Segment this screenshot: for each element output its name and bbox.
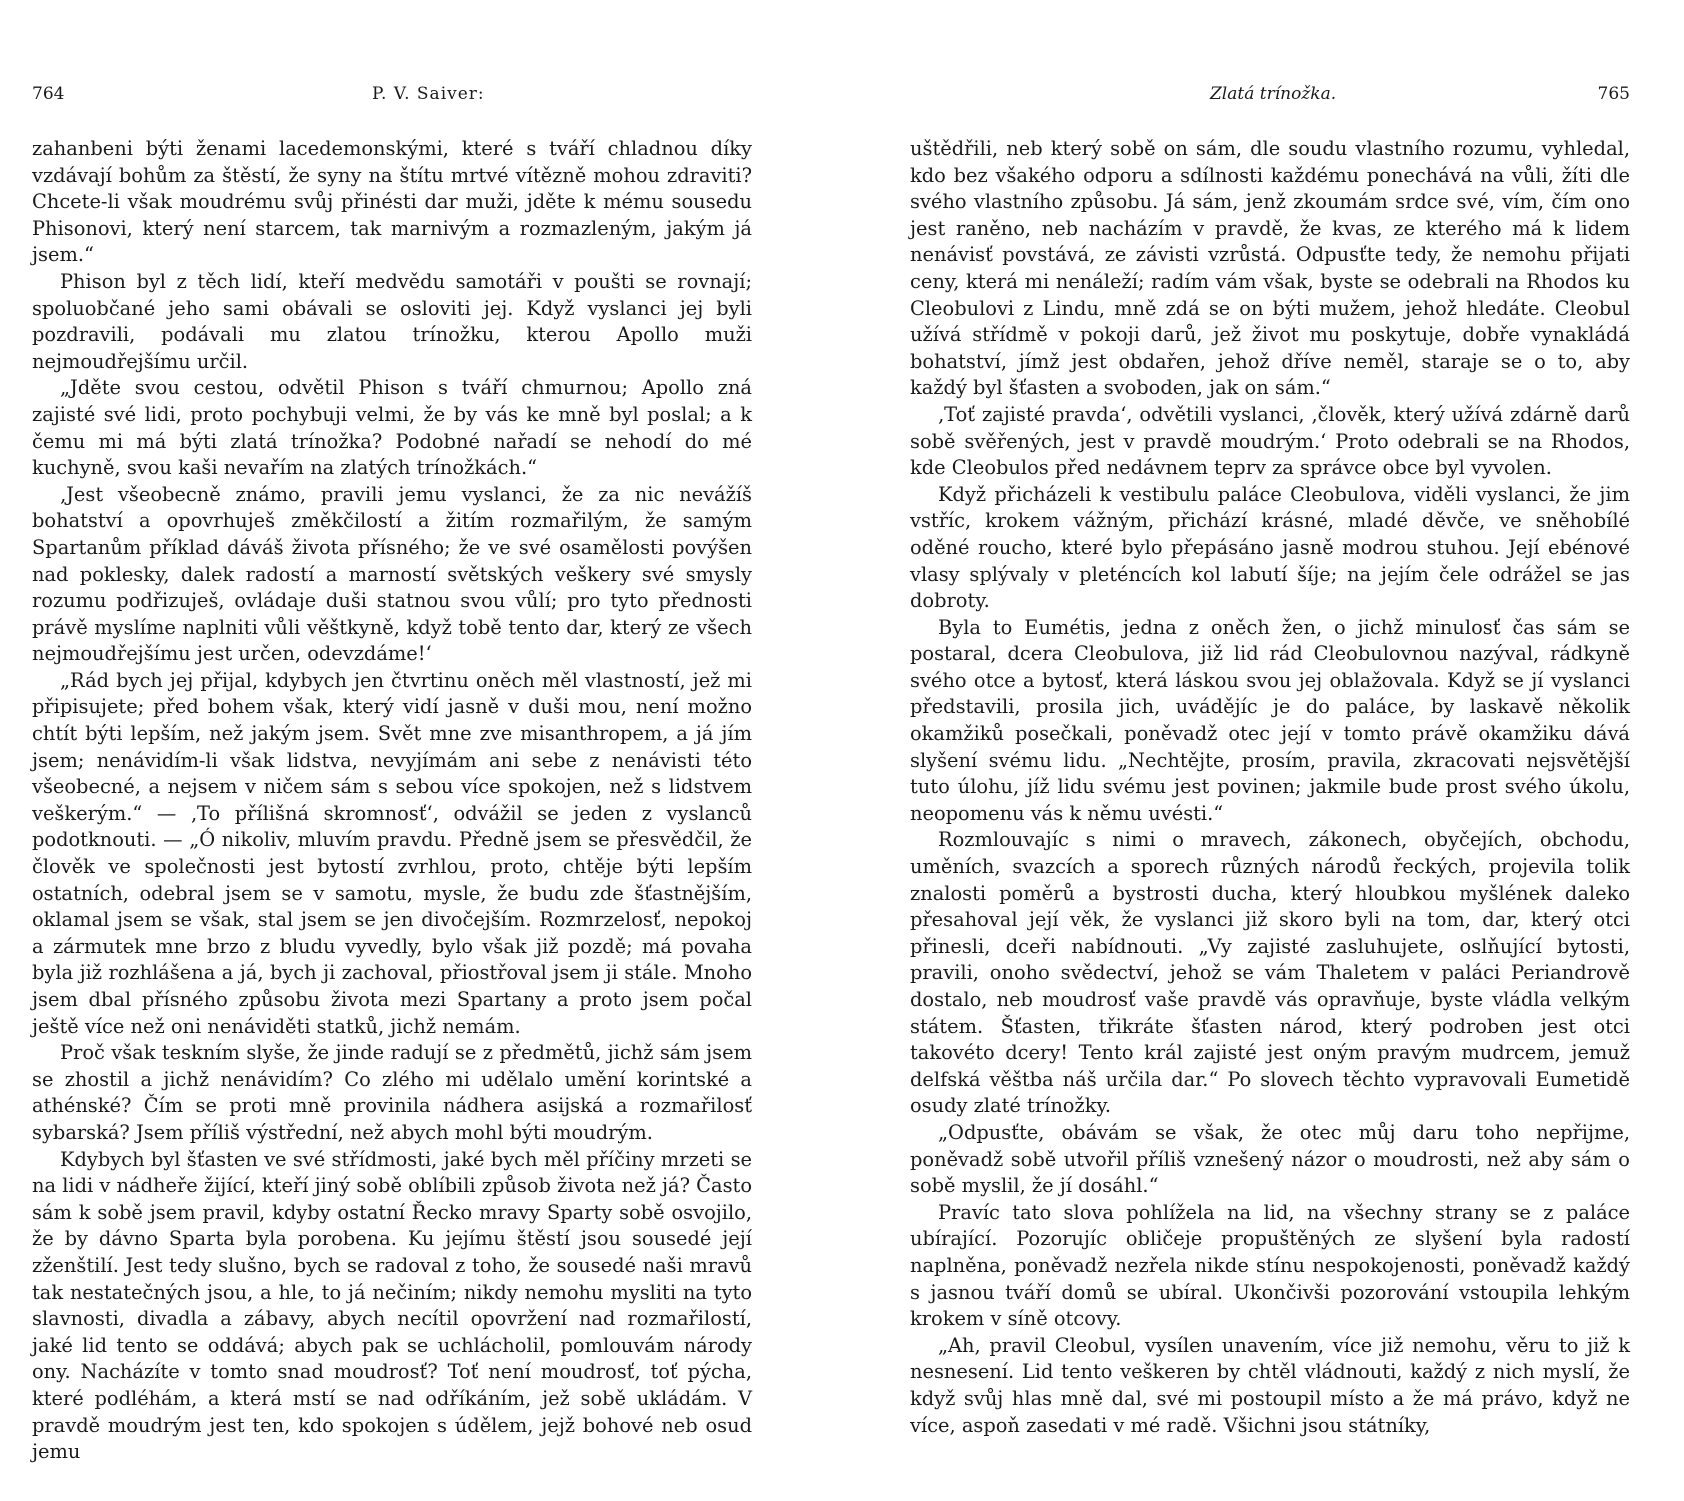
right-page: [910, 0, 1630, 1501]
left-page-text: [32, 136, 752, 1466]
left-page-header: [32, 84, 752, 114]
right-page-header: [910, 84, 1630, 114]
paragraph: ‚Toť zajisté pravda‘, odvětili vyslanci, ‚člověk, který užívá zdárně darů sobě svěřených, jest v pravdě moudrým.‘ Proto odebrali se na Rhodos, kde Cleobulos před nedávnem teprv za správce obce byl vyvolen.: [910, 402, 1630, 480]
page-number: 764: [32, 84, 65, 104]
paragraph: ‚Jest všeobecně známo, pravili jemu vyslanci, že za nic nevážíš bohatství a opovrhuješ změkčilostí a žitím rozmařilým, že samým Spartanům příklad dáváš života přísného; že ve své osamělosti povýšen nad poklesky, dalek radostí a marností světských veškery své smysly rozumu podřizuješ, ovládaje duši statnou svou vůlí; pro tyto přednosti právě myslíme naplniti vůli věštkyně, když tobě tento dar, který ze všech nejmoudřejšímu jest určen, odevzdáme!‘: [32, 482, 752, 666]
paragraph: uštědřili, neb který sobě on sám, dle soudu vlastního rozumu, vyhledal, kdo bez všakého odporu a sdílnosti každému ponechává na vůli, žíti dle svého vlastního způsobu. Já sám, jenž zkoumám srdce své, vím, čím ono jest raněno, neb nacházím v pravdě, že kvas, ze kterého má k lidem nenávisť povstává, ze závisti vzrůstá. Odpusťte tedy, že nemohu přijati ceny, která mi nenáleží; radím vám však, byste se odebrali na Rhodos ku Cleobulovi z Lindu, mně zdá se on býti mužem, jehož hledáte. Cleobul užívá střídmě v pokoji darů, jež život mu poskytuje, dobře vynakládá bohatství, jímž jest obdařen, jehož dříve neměl, staraje se o to, aby každý byl šťasten a svoboden, jak on sám.“: [910, 137, 1630, 400]
paragraph: Když přicházeli k vestibulu paláce Cleobulova, viděli vyslanci, že jim vstříc, krokem vážným, přichází krásné, mladé děvče, ve sněhobílé oděné roucho, které bylo přepásáno jasně modrou stuhou. Její ebénové vlasy splývaly v pleténcích kol labutí šíje; na jejím čele odrážel se jas dobroty.: [910, 482, 1630, 613]
paragraph: „Ah, pravil Cleobul, vysílen unavením, více již nemohu, věru to již k nesnesení. Lid tento veškeren by chtěl vládnouti, každý z nich myslí, že když svůj hlas mně dal, své mi postoupil místo a že má právo, když ne více, aspoň zasedati v mé radě. Všichni jsou státníky,: [910, 1333, 1630, 1437]
page-number: 765: [1597, 84, 1630, 104]
running-head: P. V. Saiver:: [372, 84, 485, 104]
paragraph: Phison byl z těch lidí, kteří medvědu samotáři v poušti se rovnají; spoluobčané jeho sami obávali se osloviti jej. Když vyslanci jej byli pozdravili, podávali mu zlatou trínožku, kterou Apollo muži nejmoudřejšímu určil.: [32, 269, 752, 373]
paragraph: Byla to Eumétis, jedna z oněch žen, o jichž minulosť čas sám se postaral, dcera Cleobulova, již lid rád Cleobulovnou nazýval, rádkyně svého otce a bytosť, která láskou svou jej oblažovala. Když se jí vyslanci představili, prosila jich, uvádějíc je do paláce, by laskavě několik okamžiků posečkali, poněvadž otec její v tomto právě okamžiku dává slyšení svému lidu. „Nechtějte, prosím, pravila, zkracovati nejsvětější tuto úlohu, jíž lidu svému jest povinen; jakmile bude prost svého úkolu, neopomenu vás k němu uvésti.“: [910, 615, 1630, 825]
right-page-text: [910, 136, 1630, 1439]
paragraph: zahanbeni býti ženami lacedemonskými, které s tváří chladnou díky vzdávají bohům za štěstí, že syny na štítu mrtvé vítězně mohou zdraviti? Chcete-li však moudrému svůj přinésti dar muži, jděte k mému sousedu Phisonovi, který není starcem, tak marnivým a rozmazleným, jakým já jsem.“: [32, 137, 752, 267]
running-head: Zlatá trínožka.: [1210, 84, 1337, 104]
paragraph: Pravíc tato slova pohlížela na lid, na všechny strany se z paláce ubírající. Pozorujíc obličeje propuštěných ze slyšení byla radostí naplněna, poněvadž nezřela nikde stínu nespokojenosti, poněvadž každý s jasnou tváří domů se ubíral. Ukončivši pozorování vstoupila lehkým krokem v síně otcovy.: [910, 1200, 1630, 1331]
paragraph: Rozmlouvajíc s nimi o mravech, zákonech, obyčejích, obchodu, uměních, svazcích a sporech různých národů řeckých, projevila tolik znalosti poměrů a bystrosti ducha, který hloubkou myšlének daleko přesahoval její věk, že vyslanci již skoro byli na tom, dar, který otci přinesli, dceři nabídnouti. „Vy zajisté zasluhujete, oslňující bytosti, pravili, onoho svědectví, jehož se vám Thaletem v paláci Periandrově dostalo, neb moudrosť vaše pravdě vás opravňuje, byste vládla velkým státem. Šťasten, třikráte šťasten národ, který podroben jest otci takovéto dcery! Tento král zajisté jest oným pravým mudrcem, jemuž delfská věštba náš určila dar.“ Po slovech těchto vypravovali Eumetidě osudy zlaté trínožky.: [910, 828, 1630, 1118]
left-page: [32, 0, 752, 1501]
paragraph: „Rád bych jej přijal, kdybych jen čtvrtinu oněch měl vlastností, jež mi připisujete; před bohem však, který vidí jasně v duši mou, není možno chtít býti lepším, než jakým jsem. Svět mne zve misanthropem, a já jím jsem; nenávidím-li však lidstva, nevyjímám ani sebe z nenávisti této všeobecné, a nejsem v ničem sám s sebou více spokojen, než s lidstvem veškerým.“ — ‚To přílišná skromnosť‘, odvážil se jeden z vyslanců podotknouti. — „Ó nikoliv, mluvím pravdu. Předně jsem se přesvědčil, že člověk ve společnosti jest bytostí zvrhlou, proto, chtěje býti lepším ostatních, odebral jsem se v samotu, mysle, že budu zde šťastnějším, oklamal jsem se však, stal jsem se jen divočejším. Rozmrzelosť, nepokoj a zármutek mne brzo z bludu vyvedly, bylo však již pozdě; má povaha byla již rozhlášena a já, bych ji zachoval, přiostřoval jsem ji stále. Mnoho jsem dbal přísného způsobu života mezi Spartany a proto jsem počal ještě více než oni nenáviděti statků, jichž nemám.: [32, 668, 752, 1038]
paragraph: „Jděte svou cestou, odvětil Phison s tváří chmurnou; Apollo zná zajisté své lidi, proto pochybuji velmi, že by vás ke mně byl poslal; a k čemu mi má býti zlatá trínožka? Podobné nařadí se nehodí do mé kuchyně, svou kaši nevařím na zlatých trínožkách.“: [32, 376, 752, 480]
paragraph: Proč však teskním slyše, že jinde radují se z předmětů, jichž sám jsem se zhostil a jichž nenávidím? Co zlého mi udělalo umění korintské a athénské? Čím se proti mně provinila nádhera asijská a rozmařilosť sybarská? Jsem příliš výstřední, než abych mohl býti moudrým.: [32, 1041, 752, 1144]
paragraph: Kdybych byl šťasten ve své střídmosti, jaké bych měl příčiny mrzeti se na lidi v nádheře žijící, kteří jiný sobě oblíbili způsob života než já? Často sám k sobě jsem pravil, kdyby ostatní Řecko mravy Sparty sobě osvojilo, že by dávno Sparta byla porobena. Ku jejímu štěstí jsou sousedé její zženštilí. Jest tedy slušno, bych se radoval z toho, že sousedé naši mravů tak nestatečných jsou, a hle, to já nečiním; nikdy nemohu mysliti na tyto slavnosti, divadla a zábavy, abych necítil opovržení nad rozmařilostí, jaké lid tento se oddává; abych pak se uchlácholil, pomlouvám národy ony. Nacházíte v tomto snad moudrosť? Toť není moudrosť, toť pýcha, které podléhám, a která mstí se nad odříkáním, jež sobě ukládám. V pravdě moudrým jest ten, kdo spokojen s údělem, jejž bohové neb osud jemu: [32, 1147, 752, 1464]
paragraph: „Odpusťte, obávám se však, že otec můj daru toho nepřijme, poněvadž sobě utvořil příliš vznešený názor o moudrosti, než aby sám o sobě myslil, že jí dosáhl.“: [910, 1120, 1630, 1198]
